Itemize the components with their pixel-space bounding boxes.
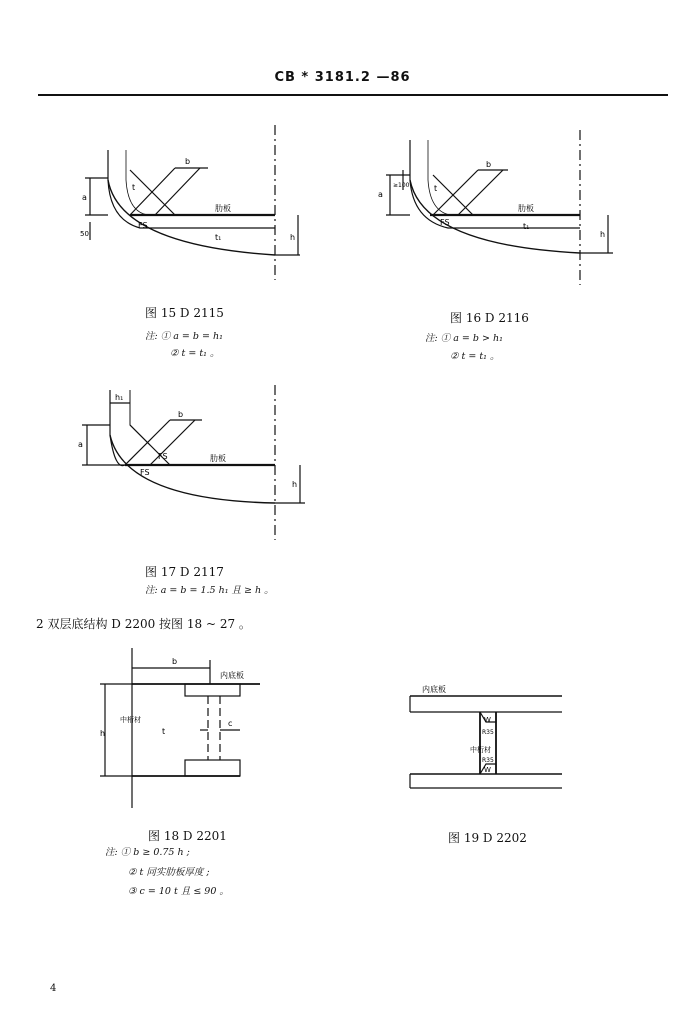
fig17-label-h: h [292, 480, 298, 489]
fig15-label-h: h [290, 233, 296, 242]
figure-18-drawing [90, 648, 280, 813]
figure-15-drawing [60, 120, 300, 290]
header-rule [38, 94, 668, 96]
fig19-label-r1: R35 [482, 729, 494, 736]
fig17-label-a: a [78, 440, 83, 449]
fig16-label-rib: 肋板 [518, 204, 534, 213]
fig19-label-w2: W [484, 766, 491, 774]
figure-16-caption: 图 16 D 2116 [450, 311, 529, 325]
fig18-label-t: t [162, 727, 166, 736]
fig17-label-h1: h₁ [115, 393, 124, 402]
fig15-label-t: t [132, 183, 136, 192]
figure-16-note-1: 注: ① a = b > h₁ [425, 333, 503, 344]
figure-15-note-2: ② t = t₁ 。 [170, 348, 220, 359]
standard-number-header: CB * 3181.2 —86 [274, 70, 411, 85]
fig18-label-c: c [228, 719, 233, 728]
fig15-label-a: a [82, 193, 87, 202]
fig18-label-h: h [100, 729, 106, 738]
figure-15-note-1: 注: ① a = b = h₁ [145, 331, 223, 342]
fig17-label-fs2: FS [140, 468, 150, 477]
fig17-label-rib: 肋板 [210, 454, 226, 463]
fig15-label-t1: t₁ [215, 233, 222, 242]
fig19-label-inner: 内底板 [422, 685, 446, 694]
figure-19-drawing [400, 680, 575, 800]
page-number: 4 [50, 983, 57, 994]
fig16-label-100: ≥100 [393, 182, 410, 189]
fig18-label-girder: 中桁材 [120, 716, 141, 724]
fig16-label-t1: t₁ [523, 222, 530, 231]
fig19-label-girder: 中桁材 [470, 746, 491, 754]
fig15-label-fs: FS [138, 221, 148, 230]
figure-15-caption: 图 15 D 2115 [145, 306, 224, 320]
fig17-label-fs1: FS [158, 452, 168, 461]
fig18-label-inner: 内底板 [220, 671, 244, 680]
figure-17-drawing [70, 385, 320, 545]
figure-19-caption: 图 19 D 2202 [448, 831, 527, 845]
fig16-label-fs: FS [440, 218, 450, 227]
figure-18-caption: 图 18 D 2201 [148, 829, 227, 843]
figure-18-note-1: 注: ① b ≥ 0.75 h ; [105, 847, 190, 858]
fig19-label-w1: W [484, 716, 491, 724]
figure-17-note-1: 注: a = b = 1.5 h₁ 且 ≥ h 。 [145, 585, 274, 596]
figure-18-note-3: ③ c = 10 t 且 ≤ 90 。 [128, 886, 229, 897]
fig16-label-a: a [378, 190, 383, 199]
fig18-label-b: b [172, 657, 178, 666]
figure-16-note-2: ② t = t₁ 。 [450, 351, 500, 362]
fig19-label-r2: R35 [482, 757, 494, 764]
figure-18-note-2: ② t 同实肋板厚度 ; [128, 867, 210, 878]
fig16-label-t: t [434, 184, 438, 193]
fig17-label-b: b [178, 410, 184, 419]
fig15-label-rib: 肋板 [215, 204, 231, 213]
fig15-label-b: b [185, 157, 191, 166]
fig15-label-50: 50 [80, 230, 89, 238]
figure-17-caption: 图 17 D 2117 [145, 565, 224, 579]
fig16-label-h: h [600, 230, 606, 239]
figure-16-drawing [368, 125, 628, 290]
fig16-label-b: b [486, 160, 492, 169]
section-heading: 2 双层底结构 D 2200 按图 18 ~ 27 。 [36, 617, 251, 631]
